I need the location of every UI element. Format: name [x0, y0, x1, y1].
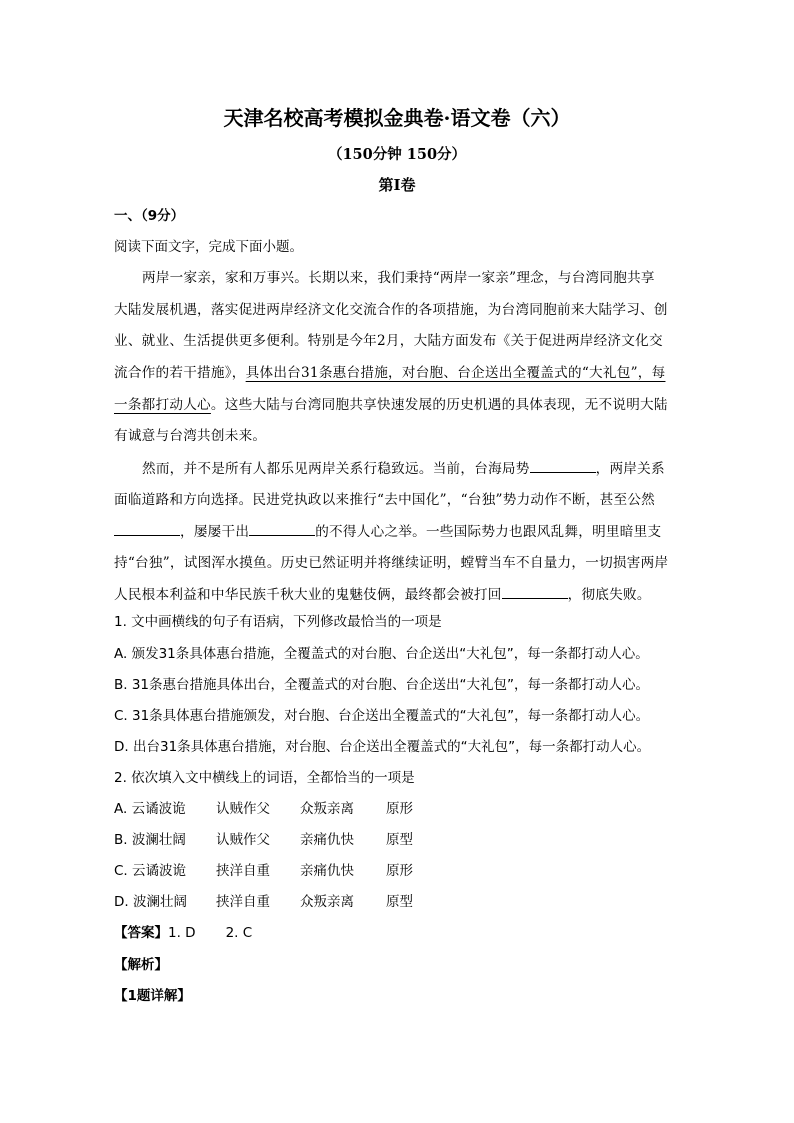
fill-blank — [502, 584, 568, 599]
section-heading: 一、（9分） — [114, 208, 185, 224]
part-heading: 第Ⅰ卷 — [378, 176, 416, 194]
passage-text: 流合作的若干措施》， — [114, 365, 246, 381]
option-word: 原形 — [386, 863, 413, 879]
option-word: 原型 — [386, 894, 413, 910]
page-title: 天津名校高考模拟金典卷·语文卷（六） — [223, 106, 571, 130]
answer-1: 1. D — [168, 925, 196, 941]
passage-text: ，彻底失败。 — [567, 587, 651, 603]
analysis-heading: 【解析】 — [114, 957, 168, 973]
detail-heading: 【1题详解】 — [114, 988, 191, 1004]
q2-option-b — [114, 830, 413, 850]
passage-text: 然而，并不是所有人都乐见两岸关系行稳致远。当前，台海局势 — [142, 461, 530, 477]
passage-text: ，屡屡干出 — [180, 524, 250, 540]
underlined-sentence: 具体出台31条惠台措施，对台胞、台企送出全覆盖式的“大礼包”，每 — [245, 365, 666, 381]
q1-option-a: A. 颁发31条具体惠台措施，全覆盖式的对台胞、台企送出“大礼包”，每一条都打动人心。 — [114, 646, 649, 662]
option-word: 认贼作父 — [216, 801, 270, 817]
q2-option-c — [114, 861, 413, 881]
passage-line: 业、就业、生活提供更多便利。特别是今年2月，大陆方面发布《关于促进两岸经济文化交 — [114, 333, 663, 349]
question-1: 1. 文中画横线的句子有语病，下列修改最恰当的一项是 — [114, 614, 442, 630]
option-word: 众叛亲离 — [300, 894, 354, 910]
fill-blank — [249, 521, 315, 536]
passage-line: 大陆发展机遇，落实促进两岸经济文化交流合作的各项措施，为台湾同胞前来大陆学习、创 — [114, 302, 668, 318]
question-2: 2. 依次填入文中横线上的词语，全都恰当的一项是 — [114, 770, 415, 786]
option-label: C. 云谲波诡 — [114, 863, 187, 879]
option-label: D. 波澜壮阔 — [114, 894, 187, 910]
option-word: 众叛亲离 — [300, 801, 354, 817]
fill-blank — [114, 521, 180, 536]
q2-option-d — [114, 892, 413, 912]
option-word: 亲痛仇快 — [300, 863, 354, 879]
passage-line: 有诚意与台湾共创未来。 — [114, 428, 267, 444]
answer-2: 2. C — [225, 925, 253, 941]
passage-line — [142, 458, 665, 479]
passage-line — [114, 395, 668, 415]
option-label: B. 波澜壮阔 — [114, 832, 186, 848]
option-word: 挟洋自重 — [216, 894, 270, 910]
passage-line — [114, 521, 661, 542]
q1-option-d: D. 出台31条具体惠台措施，对台胞、台企送出全覆盖式的“大礼包”，每一条都打动人心。 — [114, 739, 651, 755]
q1-option-c: C. 31条具体惠台措施颁发，对台胞、台企送出全覆盖式的“大礼包”，每一条都打动人心。 — [114, 708, 650, 724]
option-word: 挟洋自重 — [216, 863, 270, 879]
passage-text: 人民根本利益和中华民族千秋大业的鬼魅伎俩，最终都会被打回 — [114, 587, 502, 603]
passage-line — [114, 363, 665, 383]
passage-text: 的不得人心之举。一些国际势力也跟风乱舞，明里暗里支 — [315, 524, 662, 540]
answer-label: 【答案】 — [114, 925, 168, 941]
option-label: A. 云谲波诡 — [114, 801, 186, 817]
passage-line — [114, 584, 651, 605]
option-word: 亲痛仇快 — [300, 832, 354, 848]
passage-line: 面临道路和方向选择。民进党执政以来推行“去中国化”，“台独”势力动作不断，甚至公然 — [114, 492, 656, 508]
fill-blank — [530, 458, 596, 473]
passage-text: ，两岸关系 — [595, 461, 665, 477]
option-word: 原型 — [386, 832, 413, 848]
instruction: 阅读下面文字，完成下面小题。 — [114, 239, 303, 255]
q2-option-a — [114, 799, 413, 819]
passage-line: 持“台独”，试图浑水摸鱼。历史已然证明并将继续证明，螳臂当车不自量力，一切损害两岸 — [114, 555, 669, 571]
passage-text: 。这些大陆与台湾同胞共享快速发展的历史机遇的具体表现，无不说明大陆 — [210, 397, 668, 413]
option-word: 原形 — [386, 801, 413, 817]
exam-duration: （150分钟 150分） — [327, 146, 467, 163]
underlined-sentence: 一条都打动人心 — [114, 397, 211, 413]
answer-line — [114, 923, 252, 943]
option-word: 认贼作父 — [216, 832, 270, 848]
q1-option-b: B. 31条惠台措施具体出台，全覆盖式的对台胞、台企送出“大礼包”，每一条都打动人心。 — [114, 677, 650, 693]
passage-line: 两岸一家亲，家和万事兴。长期以来，我们秉持“两岸一家亲”理念，与台湾同胞共享 — [142, 270, 655, 286]
